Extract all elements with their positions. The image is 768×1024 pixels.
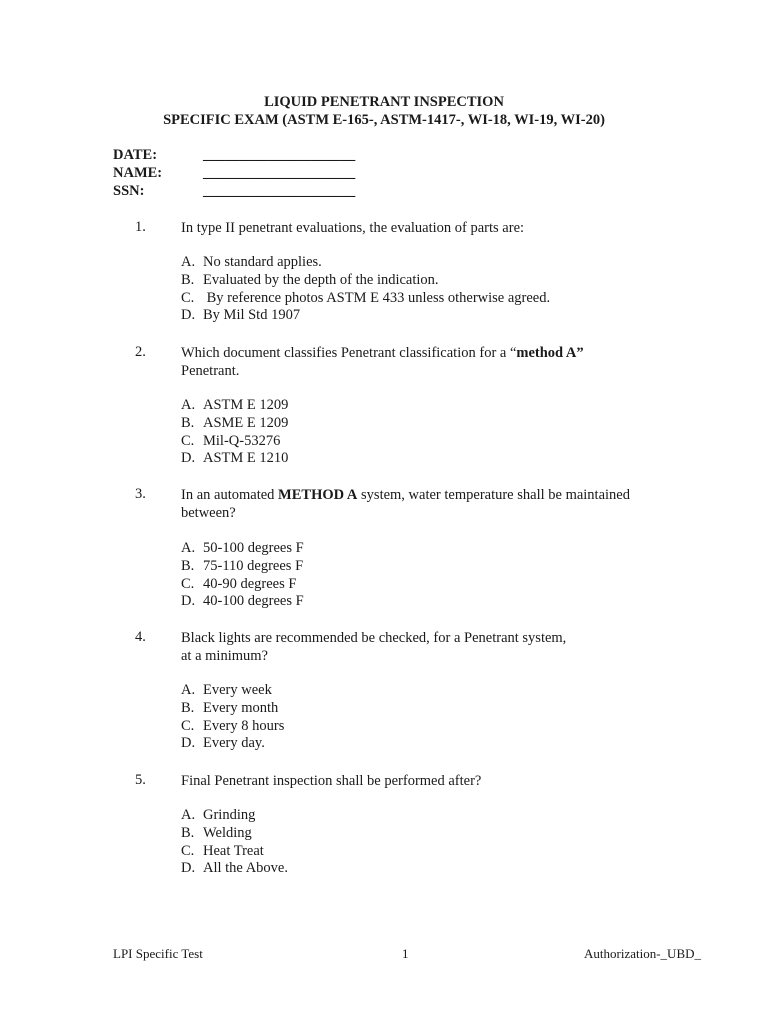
option-letter: C.	[181, 432, 195, 449]
option-text: ASTM E 1210	[203, 450, 289, 467]
question-2-options	[181, 397, 288, 468]
option-a	[181, 682, 284, 700]
stem-text: Final Penetrant inspection shall be performed after?	[181, 773, 482, 789]
option-text: No standard applies.	[203, 254, 322, 270]
option-c	[181, 290, 550, 308]
option-letter: A.	[181, 254, 196, 270]
date-label: DATE:	[113, 147, 158, 163]
option-letter: B.	[181, 699, 195, 716]
ssn-label: SSN:	[113, 183, 145, 199]
option-text: Welding	[203, 824, 252, 841]
option-text: ASME E 1209	[203, 414, 289, 431]
option-letter: B.	[181, 414, 195, 431]
option-letter: C.	[181, 575, 195, 592]
stem-text: Which document classifies Penetrant classification for a “	[181, 345, 517, 361]
option-text: Every week	[203, 682, 272, 698]
option-text: Grinding	[203, 807, 256, 823]
question-5-options	[181, 807, 288, 878]
option-letter: A.	[181, 540, 196, 556]
option-letter: A.	[181, 807, 196, 823]
stem-text-line2: between?	[181, 505, 236, 521]
option-letter: D.	[181, 307, 196, 324]
footer-left: LPI Specific Test	[113, 946, 203, 961]
stem-text: Black lights are recommended be checked, for a Penetrant system,	[181, 630, 567, 646]
document-subtitle: SPECIFIC EXAM (ASTM E-165-, ASTM-1417-, WI-18, WI-19, WI-20)	[163, 112, 605, 128]
option-letter: C.	[181, 717, 195, 734]
option-text: Every 8 hours	[203, 717, 285, 734]
question-number: 1.	[135, 219, 146, 235]
ssn-field	[113, 183, 355, 200]
option-text: ASTM E 1209	[203, 397, 289, 413]
stem-text-line2: Penetrant.	[181, 363, 240, 379]
question-1-options	[181, 254, 550, 325]
option-a	[181, 254, 550, 272]
stem-bold-text: method A”	[516, 345, 584, 361]
option-text: Every day.	[203, 735, 265, 752]
footer-right: Authorization-_UBD_	[584, 946, 701, 961]
option-letter: A.	[181, 682, 196, 698]
option-c	[181, 718, 284, 736]
stem-text-line2: at a minimum?	[181, 648, 268, 664]
option-a	[181, 540, 304, 558]
option-text: Evaluated by the depth of the indication.	[203, 271, 439, 288]
option-text: Heat Treat	[203, 842, 264, 859]
option-a	[181, 397, 288, 415]
option-text: All the Above.	[203, 860, 288, 877]
date-field	[113, 147, 355, 164]
option-d	[181, 450, 288, 468]
option-letter: A.	[181, 397, 196, 413]
option-d	[181, 735, 284, 753]
question-stem	[181, 344, 681, 380]
option-text: 50-100 degrees F	[203, 540, 304, 556]
option-d	[181, 593, 304, 611]
option-letter: C.	[181, 289, 195, 306]
option-c	[181, 433, 288, 451]
option-b	[181, 825, 288, 843]
name-label: NAME:	[113, 165, 163, 181]
question-number: 3.	[135, 486, 146, 502]
option-a	[181, 807, 288, 825]
option-letter: B.	[181, 824, 195, 841]
option-text: 75-110 degrees F	[203, 557, 304, 574]
ssn-blank: _____________________	[203, 183, 356, 199]
stem-bold-text: METHOD A	[278, 487, 358, 503]
question-number: 4.	[135, 629, 146, 645]
option-b	[181, 272, 550, 290]
option-d	[181, 860, 288, 878]
option-c	[181, 843, 288, 861]
option-c	[181, 576, 304, 594]
stem-text: In an automated	[181, 487, 279, 503]
stem-text-post: system, water temperature shall be maintained	[357, 487, 630, 503]
option-text: By reference photos ASTM E 433 unless otherwise agreed.	[203, 289, 551, 306]
question-3-options	[181, 540, 304, 611]
question-stem	[181, 219, 681, 237]
option-b	[181, 415, 288, 433]
name-blank: _____________________	[203, 165, 356, 181]
question-number: 2.	[135, 344, 146, 360]
option-letter: D.	[181, 735, 196, 752]
question-stem	[181, 486, 681, 522]
option-text: Every month	[203, 699, 279, 716]
question-4-options	[181, 682, 284, 753]
option-b	[181, 558, 304, 576]
question-stem	[181, 772, 681, 790]
option-letter: D.	[181, 860, 196, 877]
date-blank: _____________________	[203, 147, 356, 163]
option-letter: B.	[181, 557, 195, 574]
option-b	[181, 700, 284, 718]
option-d	[181, 307, 550, 325]
document-title: LIQUID PENETRANT INSPECTION	[264, 94, 504, 110]
question-number: 5.	[135, 772, 146, 788]
option-letter: B.	[181, 271, 195, 288]
page-number: 1	[402, 946, 409, 961]
option-letter: C.	[181, 842, 195, 859]
stem-text: In type II penetrant evaluations, the evaluation of parts are:	[181, 220, 525, 236]
option-letter: D.	[181, 450, 196, 467]
option-text: Mil-Q-53276	[203, 432, 281, 449]
question-stem	[181, 629, 681, 665]
option-text: By Mil Std 1907	[203, 307, 301, 324]
option-letter: D.	[181, 593, 196, 610]
option-text: 40-100 degrees F	[203, 593, 304, 610]
option-text: 40-90 degrees F	[203, 575, 297, 592]
name-field	[113, 165, 355, 182]
